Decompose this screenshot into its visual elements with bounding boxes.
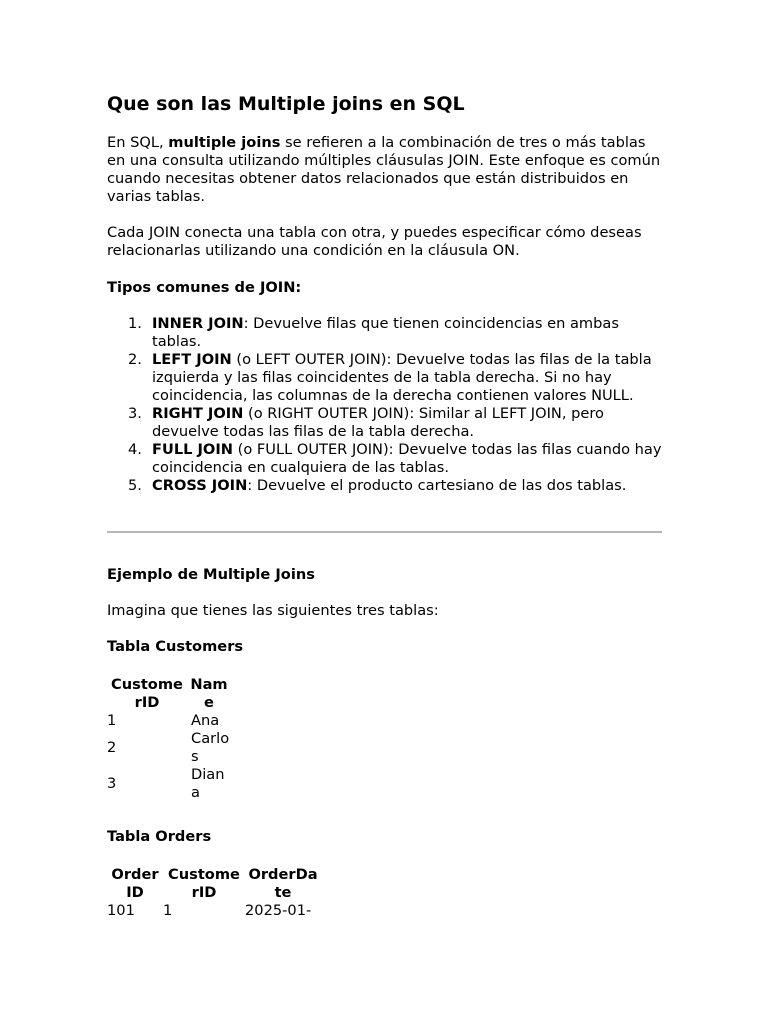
- section-divider: [107, 531, 662, 533]
- join-name: LEFT JOIN: [152, 351, 232, 368]
- imagina-paragraph: Imagina que tienes las siguientes tres tablas:: [107, 602, 439, 619]
- column-header-customerid: Custome rID: [111, 676, 183, 711]
- list-item: [107, 477, 662, 495]
- ejemplo-heading: Ejemplo de Multiple Joins: [107, 566, 315, 583]
- join-types-list: [107, 315, 662, 495]
- column-header-orderid: Order ID: [111, 866, 159, 901]
- list-number: 1.: [128, 315, 142, 332]
- table-row: [107, 766, 231, 802]
- cell-orderid: 101: [107, 902, 135, 919]
- intro2-paragraph: Cada JOIN conecta una tabla con otra, y puedes especificar cómo deseas relacionarlas utilizando una condición en la cláusula ON.: [107, 224, 642, 259]
- cell-name: Ana: [191, 712, 220, 729]
- list-item: [107, 441, 662, 477]
- list-number: 5.: [128, 477, 142, 494]
- cell-name: Dian a: [191, 766, 225, 801]
- join-name: FULL JOIN: [152, 441, 233, 458]
- table-header-row: [107, 676, 231, 712]
- orders-table-heading: Tabla Orders: [107, 828, 212, 845]
- join-description: (o LEFT OUTER JOIN): Devuelve todas las filas de la tabla izquierda y las filas coincidentes de la tabla derecha. Si no hay coincidencia, las columnas de la derecha contienen valores NULL.: [152, 351, 652, 404]
- intro-bold-term: multiple joins: [168, 134, 281, 151]
- column-header-customerid: Custome rID: [168, 866, 240, 901]
- join-description: (o FULL OUTER JOIN): Devuelve todas las filas cuando hay coincidencia en cualquiera de las tablas.: [152, 441, 662, 476]
- cell-customerid: 1: [163, 902, 173, 919]
- customers-table-heading: Tabla Customers: [107, 638, 244, 655]
- cell-customerid: 1: [107, 712, 117, 729]
- orders-table: [107, 866, 321, 920]
- join-name: RIGHT JOIN: [152, 405, 244, 422]
- intro-suffix: se refieren a la combinación de tres o más tablas en una consulta utilizando múltiples cláusulas JOIN. Este enfoque es común cuando necesitas obtener datos relacionados que están distribuidos en varias tablas.: [107, 134, 661, 205]
- cell-name: Carlo s: [191, 730, 230, 765]
- intro-paragraph: [107, 134, 662, 206]
- table-row: [107, 712, 231, 730]
- table-row: [107, 730, 231, 766]
- page-title: Que son las Multiple joins en SQL: [107, 93, 465, 115]
- intro-prefix: En SQL,: [107, 134, 169, 151]
- list-number: 3.: [128, 405, 142, 422]
- list-number: 2.: [128, 351, 142, 368]
- column-header-name: Nam e: [190, 676, 228, 711]
- column-header-orderdate: OrderDa te: [248, 866, 318, 901]
- list-item: [107, 351, 662, 405]
- join-description: : Devuelve filas que tienen coincidencias en ambas tablas.: [152, 315, 619, 350]
- list-item: [107, 315, 662, 351]
- cell-customerid: 3: [107, 775, 117, 792]
- join-description: : Devuelve el producto cartesiano de las dos tablas.: [247, 477, 627, 494]
- table-row: [107, 902, 321, 920]
- cell-customerid: 2: [107, 739, 117, 756]
- customers-table: [107, 676, 231, 802]
- list-item: [107, 405, 662, 441]
- join-name: CROSS JOIN: [152, 477, 248, 494]
- tipos-heading: Tipos comunes de JOIN:: [107, 279, 302, 296]
- join-name: INNER JOIN: [152, 315, 244, 332]
- list-number: 4.: [128, 441, 142, 458]
- join-description: (o RIGHT OUTER JOIN): Similar al LEFT JOIN, pero devuelve todas las filas de la tabla derecha.: [152, 405, 604, 440]
- cell-orderdate: 2025-01-: [245, 902, 312, 919]
- table-header-row: [107, 866, 321, 902]
